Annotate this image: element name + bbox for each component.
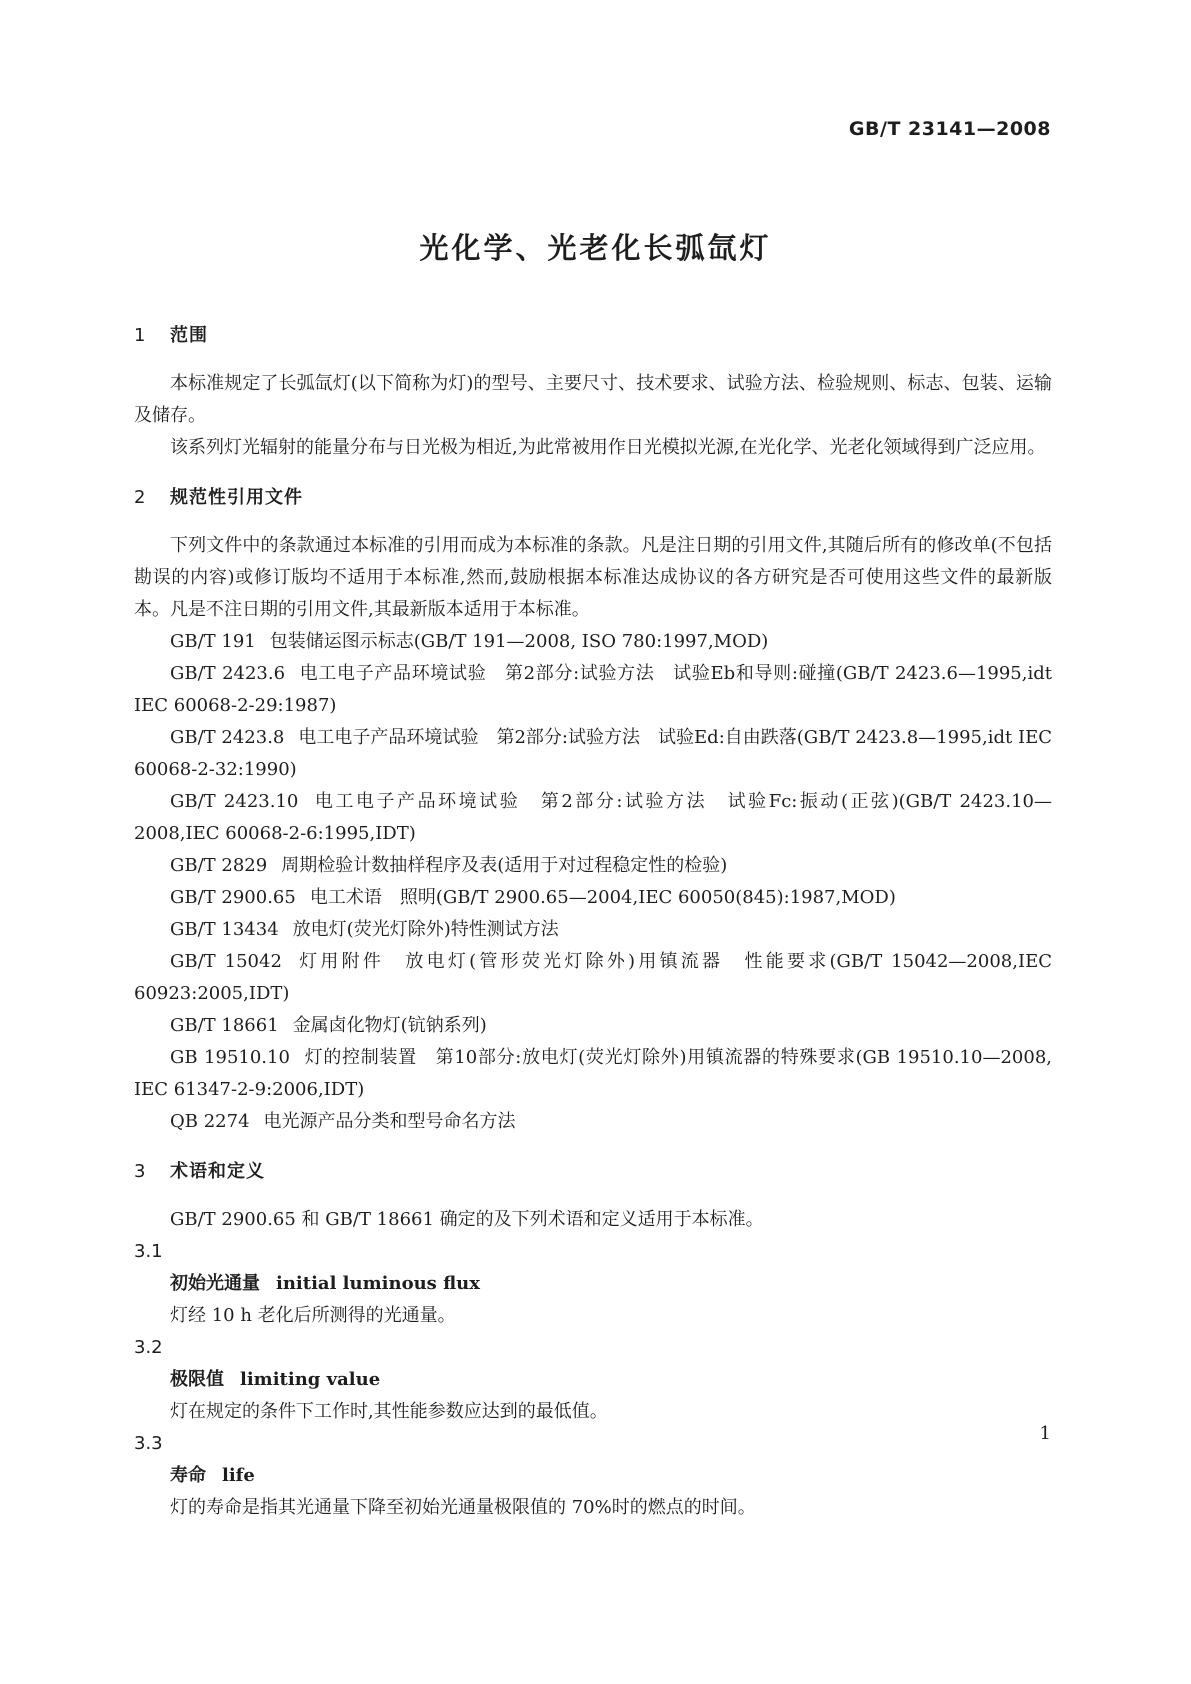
paragraph: 该系列灯光辐射的能量分布与日光极为相近,为此常被用作日光模拟光源,在光化学、光老化领域得到广泛应用。: [170, 437, 1046, 458]
section-scope: [134, 320, 1052, 464]
term-definition: 灯经 10 h 老化后所测得的光通量。: [170, 1305, 456, 1326]
reference-item: GB/T 191 包装储运图示标志(GB/T 191—2008, ISO 780:1997,MOD): [170, 631, 769, 652]
term-name: 初始光通量 initial luminous flux: [170, 1273, 480, 1294]
standard-number: GB/T 23141—2008: [848, 118, 1051, 140]
term-number: 3.1: [134, 1241, 163, 1262]
section-heading: 2 规范性引用文件: [134, 487, 303, 508]
section-heading: 3 术语和定义: [134, 1161, 265, 1182]
page-number: 1: [1039, 1423, 1051, 1444]
section-normative-references: [134, 482, 1052, 1138]
paragraph: 本标准规定了长弧氙灯(以下简称为灯)的型号、主要尺寸、技术要求、试验方法、检验规则、标志、包装、运输及储存。: [134, 373, 1052, 426]
section-heading: 1 范围: [134, 325, 208, 346]
term-name: 极限值 limiting value: [170, 1369, 381, 1390]
section-terms-and-definitions: [134, 1156, 1052, 1524]
term-name: 寿命 life: [170, 1465, 255, 1486]
term-number: 3.2: [134, 1337, 163, 1358]
paragraph: GB/T 2900.65 和 GB/T 18661 确定的及下列术语和定义适用于本标准。: [170, 1209, 764, 1230]
reference-item: QB 2274 电光源产品分类和型号命名方法: [170, 1111, 516, 1132]
reference-item: GB/T 13434 放电灯(荧光灯除外)特性测试方法: [170, 919, 559, 940]
reference-item: GB 19510.10 灯的控制装置 第10部分:放电灯(荧光灯除外)用镇流器的特殊要求(GB 19510.10—2008, IEC 61347-2-9:2006,IDT): [134, 1047, 1052, 1100]
term-definition: 灯在规定的条件下工作时,其性能参数应达到的最低值。: [170, 1401, 608, 1422]
document-body: [134, 320, 1052, 1542]
reference-item: GB/T 2423.6 电工电子产品环境试验 第2部分:试验方法 试验Eb和导则:碰撞(GB/T 2423.6—1995,idt IEC 60068-2-29:1987): [134, 663, 1052, 716]
reference-item: GB/T 18661 金属卤化物灯(钪钠系列): [170, 1015, 487, 1036]
document-title: 光化学、光老化长弧氙灯: [419, 231, 772, 265]
term-definition: 灯的寿命是指其光通量下降至初始光通量极限值的 70%时的燃点的时间。: [170, 1497, 756, 1518]
paragraph: 下列文件中的条款通过本标准的引用而成为本标准的条款。凡是注日期的引用文件,其随后所有的修改单(不包括勘误的内容)或修订版均不适用于本标准,然而,鼓励根据本标准达成协议的各方研究是否可使用这些文件的最新版本。凡是不注日期的引用文件,其最新版本适用于本标准。: [134, 535, 1052, 620]
reference-item: GB/T 2423.8 电工电子产品环境试验 第2部分:试验方法 试验Ed:自由跌落(GB/T 2423.8—1995,idt IEC 60068-2-32:1990): [134, 727, 1052, 780]
reference-item: GB/T 2423.10 电工电子产品环境试验 第2部分:试验方法 试验Fc:振动(正弦)(GB/T 2423.10—2008,IEC 60068-2-6:1995,IDT): [134, 791, 1052, 844]
term-number: 3.3: [134, 1433, 163, 1454]
reference-item: GB/T 2900.65 电工术语 照明(GB/T 2900.65—2004,IEC 60050(845):1987,MOD): [170, 887, 896, 908]
reference-item: GB/T 2829 周期检验计数抽样程序及表(适用于对过程稳定性的检验): [170, 855, 728, 876]
reference-item: GB/T 15042 灯用附件 放电灯(管形荧光灯除外)用镇流器 性能要求(GB/T 15042—2008,IEC 60923:2005,IDT): [134, 951, 1052, 1004]
